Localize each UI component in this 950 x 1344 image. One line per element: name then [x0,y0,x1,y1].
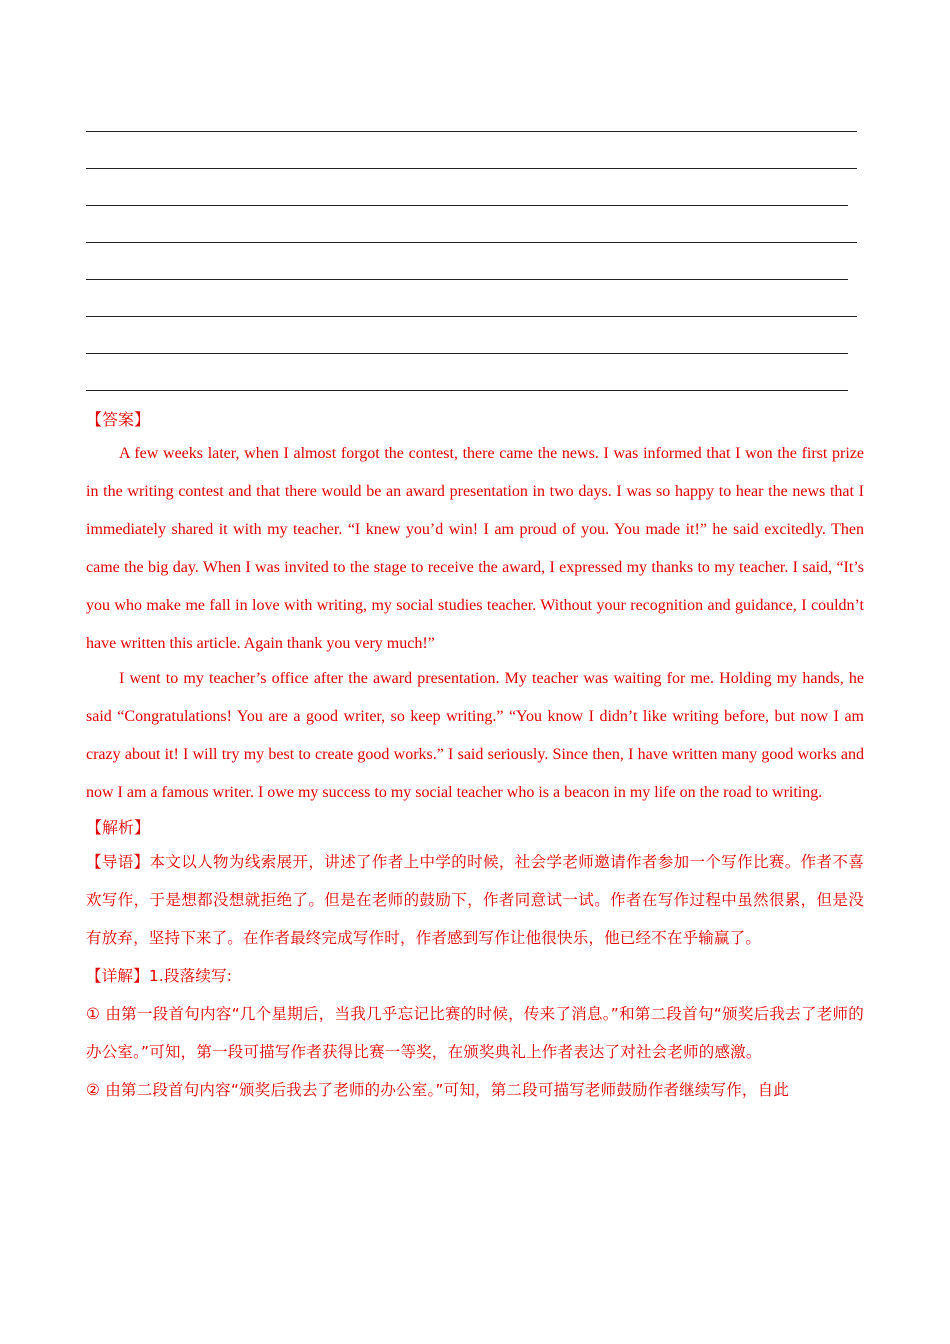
detail-point-2: ② 由第二段首句内容“颁奖后我去了老师的办公室。”可知，第二段可描写老师鼓励作者继续写作，自此 [86,1081,790,1099]
blank-writing-lines [86,95,864,391]
detail-point-1: ① 由第一段首句内容“几个星期后，当我几乎忘记比赛的时候，传来了消息。”和第二段首句“颁奖后我去了老师的办公室。”可知，第一段可描写作者获得比赛一等奖，在颁奖典礼上作者表达了对社会老师的感激。 [86,1005,864,1061]
blank-line [86,354,848,391]
guide-paragraph [86,843,864,957]
answer-heading: 【答案】 [86,410,151,429]
answer-paragraph-2: I went to my teacher’s office after the award presentation. My teacher was waiting for me. Holding my hands, he said “Congratulations! You are a good writer, so keep writing.” “You know I didn’t like writing before, but now I am crazy about it! I will try my best to create good works.” I said seriously. Since then, I have written many good works and now I am a famous writer. I owe my success to my social teacher who is a beacon in my life on the road to writing. [86,670,864,801]
blank-line [86,317,848,354]
blank-line [86,95,857,132]
detail-subheading: 1.段落续写: [148,967,233,985]
blank-line [86,280,857,317]
guide-text: 本文以人物为线索展开，讲述了作者上中学的时候，社会学老师邀请作者参加一个写作比赛。作者不喜欢写作，于是想都没想就拒绝了。但是在老师的鼓励下，作者同意试一试。作者在写作过程中虽然很累，但是没有放弃，坚持下来了。在作者最终完成写作时，作者感到写作让他很快乐，他已经不在乎输赢了。 [86,853,864,947]
blank-line [86,169,848,206]
detail-heading-line [86,957,864,995]
guide-heading: 【导语】 [86,853,150,871]
answer-section [86,404,864,1109]
answer-paragraph-1: A few weeks later, when I almost forgot the contest, there came the news. I was informed that I won the first prize in the writing contest and that there would be an award presentation in two days. I was so happy to hear the news that I immediately shared it with my teacher. “I knew you’d win! I am proud of you. You made it!” he said excitedly. Then came the big day. When I was invited to the stage to receive the award, I expressed my thanks to my teacher. I said, “It’s you who make me fall in love with writing, my social studies teacher. Without your recognition and guidance, I couldn’t have written this article. Again thank you very much!” [86,445,864,652]
blank-line [86,243,848,280]
blank-line [86,206,857,243]
analysis-heading: 【解析】 [86,818,151,837]
blank-line [86,132,857,169]
detail-heading: 【详解】 [86,967,149,985]
